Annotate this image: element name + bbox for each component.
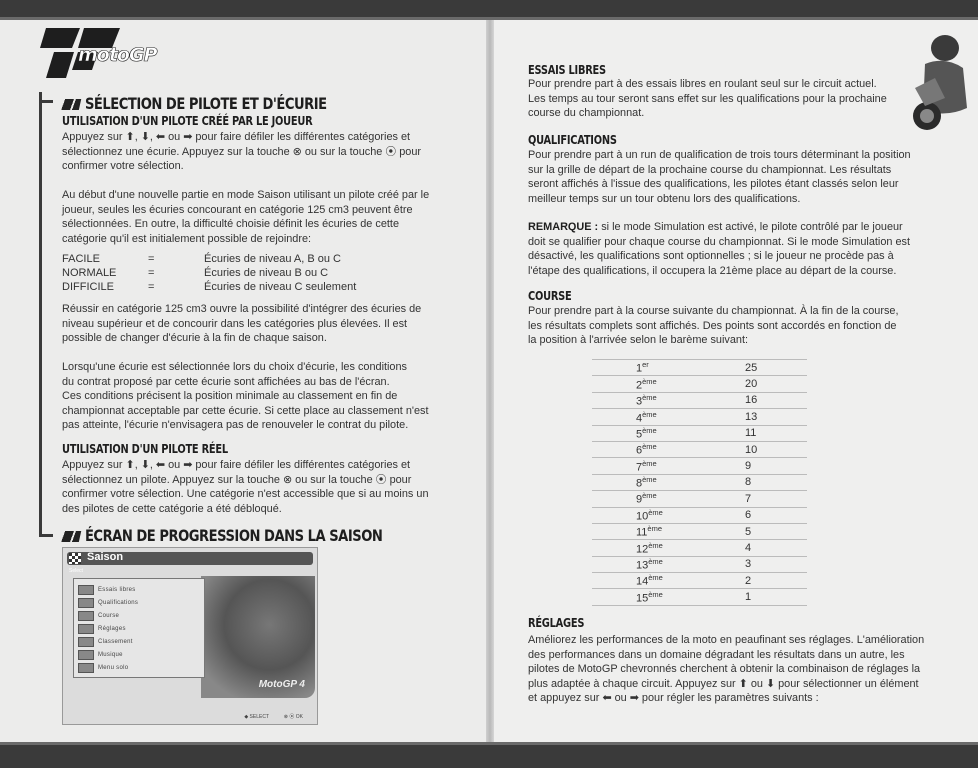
- points-cell: 20: [745, 378, 758, 391]
- difficulty-row: FACILE = Écuries de niveau A, B ou C: [62, 253, 341, 265]
- paragraph: Au début d'une nouvelle partie en mode Saison utilisant un pilote créé par le joueur, seules les écuries concourant en catégorie 125 cm3 peuvent être sélectionnées. En outre, la difficulté choisie définit les écuries de cette catégorie qu'il est initialement possible de rejoindre:: [62, 189, 430, 245]
- position-cell: 10ème: [636, 507, 663, 523]
- points-cell: 1: [745, 591, 752, 604]
- points-cell: 9: [745, 460, 752, 473]
- paragraph: Améliorez les performances de la moto en peaufinant ses réglages. L'amélioration des performances dans un domaine dégradant les résultats dans un autre, les pilotes de MotoGP chevronnés cherchent à obtenir la combinaison de réglages la plus adaptée à chaque circuit. Appuyez sur ⬆ ou ⬇ pour sélectionner un élément et appuyez sur ⬅ ou ➡ pour régler les paramètres suivants :: [528, 634, 925, 705]
- menu-item-icon: [78, 663, 94, 673]
- position-cell: 13ème: [636, 557, 663, 572]
- position-cell: 8ème: [636, 475, 657, 490]
- paragraph: Pour prendre part à des essais libres en roulant seul sur le circuit actuel. Les temps au tour seront sans effet sur les qualifications pour la prochaine course du championnat.: [528, 78, 887, 120]
- position-cell: 3ème: [636, 393, 657, 408]
- position-cell: 12ème: [636, 540, 663, 556]
- select-hint: ◆ SELECT: [244, 714, 269, 720]
- difficulty-row: NORMALE = Écuries de niveau B ou C: [62, 267, 329, 279]
- points-row: [592, 540, 807, 556]
- menu-item-qualifications[interactable]: Qualifications: [98, 600, 139, 606]
- title-qualifications: QUALIFICATIONS: [528, 133, 617, 147]
- points-row: [592, 589, 807, 605]
- menu-item-classement[interactable]: Classement: [98, 639, 133, 645]
- paragraph: Appuyez sur ⬆, ⬇, ⬅ ou ➡ pour faire défiler les différentes catégories et sélectionnez une écurie. Appuyez sur la touche ⊗ ou sur la touche ⦿ pour confirmer votre sélection.: [62, 131, 422, 173]
- points-cell: 2: [745, 574, 752, 587]
- sidebar-rule: [39, 92, 42, 537]
- top-border: [0, 0, 978, 20]
- difficulty-table: [62, 252, 356, 294]
- points-cell: 7: [745, 492, 752, 505]
- points-row: [592, 556, 807, 572]
- checkered-flag-icon: [69, 553, 81, 564]
- points-cell: 8: [745, 476, 752, 489]
- paragraph: Lorsqu'une écurie est sélectionnée lors du choix d'écurie, les conditions du contrat proposé par cette écurie sont affichées au bas de l'écran. Ces conditions précisent la position minimale au classement en fin de championnat acceptable par cette écurie. Si cette place au classement n'est pas atteinte, l'écurie n'envisagera pas de renouveler le contrat du pilote.: [62, 361, 429, 432]
- points-cell: 25: [745, 361, 758, 374]
- points-cell: 13: [745, 410, 758, 423]
- points-row: [592, 360, 807, 376]
- paragraph: Pour prendre part à la course suivante du championnat. À la fin de la course, les résultats complets sont affichés. Des points sont accordés en fonction de la position à l'arrivée selon le barème suivant:: [528, 305, 899, 347]
- position-cell: 15ème: [636, 589, 663, 605]
- menu-item-icon: [78, 585, 94, 595]
- section-title-progression: ÉCRAN DE PROGRESSION DANS LA SAISON: [62, 526, 382, 545]
- subtitle-real-pilot: UTILISATION D'UN PILOTE RÉEL: [62, 442, 228, 456]
- position-cell: 6ème: [636, 442, 657, 457]
- select-label: Select: [69, 568, 83, 574]
- bottom-border: [0, 742, 978, 768]
- position-cell: 4ème: [636, 409, 657, 425]
- note-label: REMARQUE :: [528, 221, 599, 233]
- points-cell: 6: [745, 509, 752, 522]
- points-row: [592, 458, 807, 474]
- points-cell: 3: [745, 558, 752, 571]
- logo-wordmark: motoGP: [78, 44, 157, 66]
- points-row: [592, 392, 807, 408]
- points-cell: 4: [745, 541, 752, 554]
- menu-item-icon: [78, 637, 94, 647]
- points-row: [592, 507, 807, 523]
- position-cell: 9ème: [636, 491, 657, 507]
- paragraph: Appuyez sur ⬆, ⬇, ⬅ ou ➡ pour faire défiler les différentes catégories et sélectionnez un pilote. Appuyez sur la touche ⊗ ou sur la touche ⦿ pour confirmer votre sélection. Une catégorie n'est accessible que si au moins un des pilotes de cette catégorie a été débloqué.: [62, 459, 429, 515]
- game-screenshot: [62, 547, 318, 725]
- menu-item-icon: [78, 650, 94, 660]
- position-cell: 5ème: [636, 425, 657, 441]
- position-cell: 11ème: [636, 524, 663, 539]
- points-cell: 16: [745, 394, 758, 407]
- season-menu: [73, 578, 205, 678]
- points-cell: 5: [745, 525, 752, 538]
- title-reglages: RÉGLAGES: [528, 616, 585, 630]
- points-row: [592, 376, 807, 392]
- menu-item-menu-solo[interactable]: Menu solo: [98, 665, 129, 671]
- points-row: [592, 425, 807, 441]
- paragraph: Pour prendre part à un run de qualification de trois tours déterminant la position sur la grille de départ de la prochaine course du championnat. Les résultats seront affichés à l'issue des qualifications, les pilotes étant classés selon leur meilleur temps sur un tour obtenu lors des qualifications.: [528, 149, 911, 205]
- points-row: [592, 491, 807, 507]
- points-row: [592, 441, 807, 457]
- rider-artwork: [201, 576, 315, 698]
- menu-item-icon: [78, 611, 94, 621]
- position-cell: 7ème: [636, 458, 657, 474]
- book-spine: [486, 0, 494, 768]
- game-logo: MotoGP 4: [258, 679, 305, 690]
- note-paragraph: REMARQUE : si le mode Simulation est activé, le pilote contrôlé par le joueur doit se qualifier pour chaque course du championnat. Si le mode Simulation est désactivé, les qualifications sont optionnelles ; si le joueur ne procède pas à l'étape des qualifications, il occupera la 21ème place au départ de la course.: [528, 221, 911, 277]
- position-cell: 14ème: [636, 573, 663, 589]
- section-tick: [39, 534, 53, 537]
- points-row: [592, 523, 807, 539]
- screen-title: Saison: [87, 551, 124, 563]
- points-cell: 10: [745, 443, 758, 456]
- points-row: [592, 474, 807, 490]
- ok-hint: ⊗ ⦿ OK: [283, 714, 303, 720]
- menu-item-course[interactable]: Course: [98, 613, 120, 619]
- paragraph: Réussir en catégorie 125 cm3 ouvre la possibilité d'intégrer des écuries de niveau supérieur et de concourir dans les catégories plus élevées. Il est possible de changer d'écurie à la fin de chaque saison.: [62, 303, 422, 345]
- points-cell: 11: [745, 427, 757, 440]
- subtitle-created-pilot: UTILISATION D'UN PILOTE CRÉÉ PAR LE JOUEUR: [62, 114, 313, 128]
- rider-photo: [905, 28, 975, 138]
- title-course: COURSE: [528, 289, 572, 303]
- menu-item-icon: [78, 624, 94, 634]
- menu-item-essais[interactable]: Essais libres: [98, 587, 136, 593]
- title-essais-libres: ESSAIS LIBRES: [528, 63, 606, 77]
- menu-item-reglages[interactable]: Réglages: [98, 626, 126, 632]
- points-row: [592, 573, 807, 589]
- difficulty-row: DIFFICILE = Écuries de niveau C seulement: [62, 281, 357, 293]
- points-table: [592, 359, 807, 606]
- position-cell: 1er: [636, 360, 649, 376]
- points-row: [592, 409, 807, 425]
- menu-item-icon: [78, 598, 94, 608]
- position-cell: 2ème: [636, 376, 657, 392]
- section-tick: [39, 100, 53, 103]
- menu-item-musique[interactable]: Musique: [98, 652, 123, 658]
- section-title-selection: SÉLECTION DE PILOTE ET D'ÉCURIE: [62, 94, 327, 113]
